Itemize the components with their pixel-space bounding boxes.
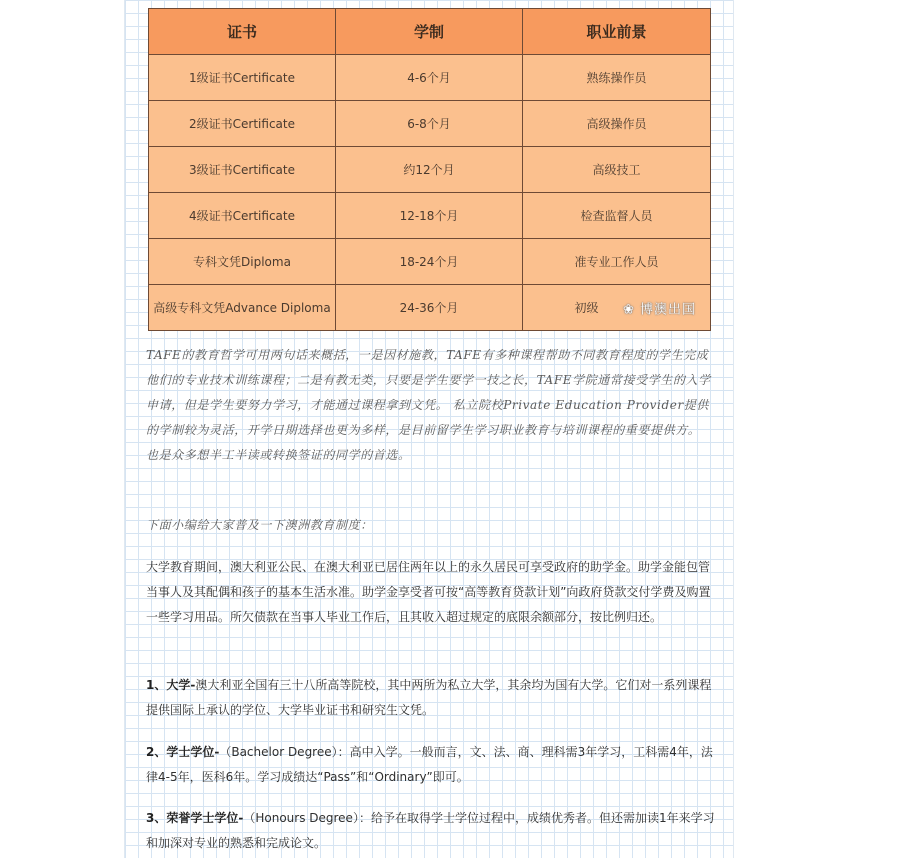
table-row (149, 55, 711, 101)
certificate-table (148, 8, 711, 331)
honours-item (146, 806, 716, 856)
university-item (146, 673, 716, 723)
cell-career: 高级技工 (523, 147, 711, 193)
bachelor-item-text: （Bachelor Degree）：高中入学。一般而言，文、法、商、理科需3年学习，工科需4年，法律4-5年，医科6年。学习成绩达“Pass”和“Ordinary”即可。 (146, 745, 713, 784)
cell-career: 高级操作员 (523, 101, 711, 147)
watermark-logo: ❀ 博澳出国 (622, 302, 696, 317)
bachelor-item-title: 2、学士学位- (146, 745, 220, 759)
cell-career: 准专业工作人员 (523, 239, 711, 285)
header-duration: 学制 (336, 9, 523, 55)
cell-duration: 12-18个月 (336, 193, 523, 239)
cell-duration: 约12个月 (336, 147, 523, 193)
cell-career (523, 285, 711, 331)
cell-duration: 24-36个月 (336, 285, 523, 331)
table-row (149, 147, 711, 193)
cell-career: 熟练操作员 (523, 55, 711, 101)
cell-certificate: 专科文凭Diploma (149, 239, 336, 285)
bachelor-item (146, 740, 716, 790)
university-item-title: 1、大学- (146, 678, 196, 692)
table-header-row (149, 9, 711, 55)
cell-career: 检查监督人员 (523, 193, 711, 239)
honours-item-title: 3、荣誉学士学位- (146, 811, 244, 825)
table-row (149, 239, 711, 285)
university-item-text: 澳大利亚全国有三十八所高等院校，其中两所为私立大学，其余均为国有大学。它们对一系列课程提供国际上承认的学位、大学毕业证书和研究生文凭。 (146, 678, 712, 717)
cell-duration: 4-6个月 (336, 55, 523, 101)
intro-paragraph: 下面小编给大家普及一下澳洲教育制度： (146, 518, 373, 532)
tafe-paragraph: TAFE的教育哲学可用两句话来概括，一是因材施教，TAFE有多种课程帮助不同教育程度的学生完成他们的专业技术训练课程；二是有教无类，只要是学生要学一技之长，TAFE学院通常接受学生的入学申请，但是学生要努力学习，才能通过课程拿到文凭。 私立院校Private Education Provider提供的学制较为灵活，开学日期选择也更为多样，是目前留学生学习职业教育与培训课程的重要提供方。也是众多想半工半读或转换签证的同学的首选。 (146, 348, 711, 462)
cell-certificate: 4级证书Certificate (149, 193, 336, 239)
cell-certificate: 1级证书Certificate (149, 55, 336, 101)
header-career: 职业前景 (523, 9, 711, 55)
cell-certificate: 高级专科文凭Advance Diploma (149, 285, 336, 331)
table-row (149, 101, 711, 147)
header-certificate: 证书 (149, 9, 336, 55)
student-aid-paragraph: 大学教育期间，澳大利亚公民、在澳大利亚已居住两年以上的永久居民可享受政府的助学金。助学金能包管当事人及其配偶和孩子的基本生活水准。助学金享受者可按“高等教育贷款计划”向政府贷款交付学费及购置一些学习用品。所欠债款在当事人毕业工作后，且其收入超过规定的底限余额部分，按比例归还。 (146, 560, 711, 624)
cell-certificate: 3级证书Certificate (149, 147, 336, 193)
cell-certificate: 2级证书Certificate (149, 101, 336, 147)
table-row (149, 193, 711, 239)
table-row (149, 285, 711, 331)
cell-duration: 6-8个月 (336, 101, 523, 147)
cell-career-text: 初级 (574, 301, 599, 315)
honours-item-text: （Honours Degree）：给予在取得学士学位过程中，成绩优秀者。但还需加读1年来学习和加深对专业的熟悉和完成论文。 (146, 811, 715, 850)
article-page (124, 0, 734, 858)
cell-duration: 18-24个月 (336, 239, 523, 285)
